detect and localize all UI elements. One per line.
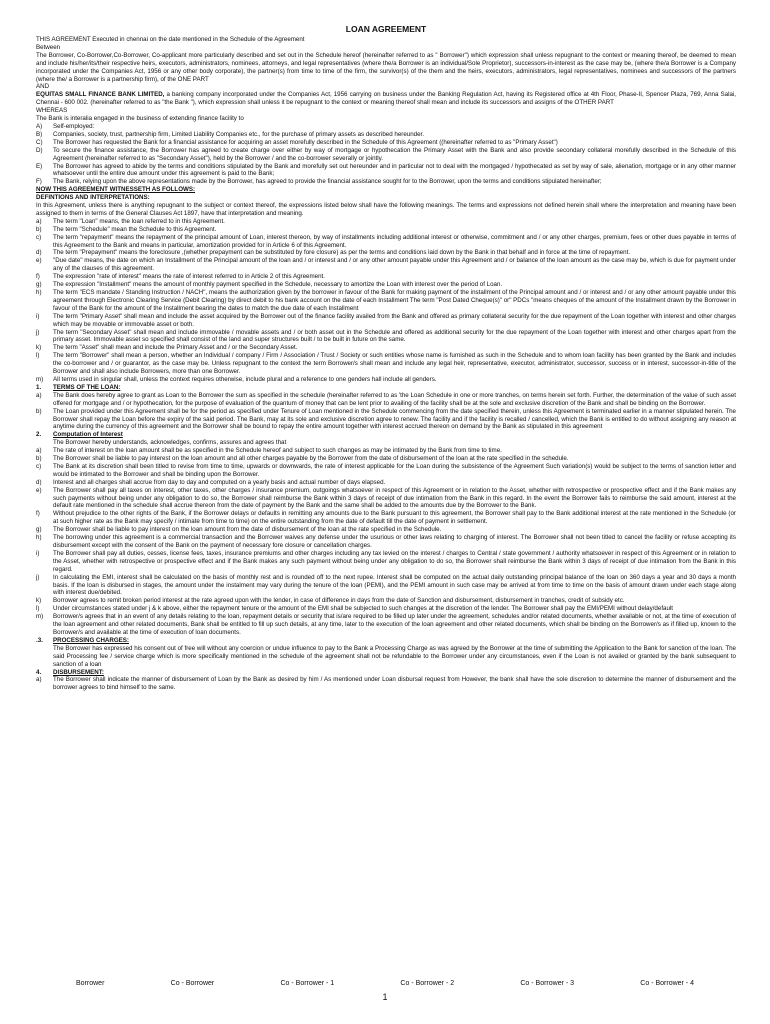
item-text: The Loan provided under this Agreement shall be for the period as specified under Tenure of Loan mentioned in the Schedule commencing from the date specified therein, unless this Agreement is terminated earlier in a manner stipulated herein. The Borrower shall repay the Loan before the expiry of the said period. The Bank, may at its sole and exclusive discretion agree to renew. The facility and if the facility is recalled / cancelled, which the Bank is entitled to do without assigning any reason at anytime during the currency of this agreement and the Borrower shall be bound to repay the entire amount together with interest accrued thereon on demand by the Bank as stipulated in this agreement	[53, 407, 736, 431]
item-text: All terms used in singular shall, unless the context requires otherwise, include plural and a reference to one genders hall include all genders.	[53, 375, 437, 383]
item-text: The Borrower shall be liable to pay interest on the loan amount from the date of disbursement of the loan at the rate specified in the Schedule.	[53, 526, 442, 534]
item-label: g)	[36, 281, 42, 289]
item-text: To secure the finance assistance, the Borrower has agreed to create charge over either by way of mortgage or hypothecation the Primary Asset with the Bank and also provide secondary collateral morefully described in the Schedule of this Agreement (hereinafter referred to as "Secondary Asset"), held by the Borrower / and the co-borrower severally or jointly.	[53, 146, 736, 162]
item-label: g)	[36, 526, 42, 534]
recitals-list	[36, 123, 736, 186]
item-label: i)	[36, 549, 40, 557]
item-label: j)	[36, 573, 40, 581]
section-number: 4.	[36, 668, 42, 676]
section-1-list	[36, 392, 736, 432]
list-item	[36, 139, 736, 147]
item-label: C)	[36, 138, 43, 146]
item-label: m)	[36, 375, 44, 383]
item-label: h)	[36, 289, 42, 296]
item-label: m)	[36, 613, 44, 621]
section-3-text: The Borrower has expressed his consent out of free will without any coercion or undue influence to pay to the Bank a Processing Charge as was agreed by the Borrower at the time of submitting the Application to the Bank for sanction of the loan. The said Processing fee / service charge which is more specifically mentioned in the schedule of the agreement shall not be refundable to the Borrower under any circumstances, even if the Loan is not availed or granted by the bank subsequent to sanction of a loan	[53, 644, 736, 668]
item-text: The term "Prepayment" means the foreclosure ,(whether prepayment can be substituted by fore closure) as per the terms and conditions laid down by the Bank in that behalf and in force at the time of repayment.	[53, 249, 631, 257]
signatory-label: Co - Borrower - 3	[520, 980, 575, 987]
item-label: e)	[36, 486, 42, 494]
item-text: The borrowing under this agreement is a commercial transaction and the Borrower waives any defense under the usurious or other laws relating to charging of interest. The Borrower shall not been titled to cancel the facility or refuse accepting its disbursement except with the consent of the Bank on the payment of necessary fore closure or cancellation charges.	[53, 534, 736, 549]
item-text: The Bank, relying upon the above representations made by the Borrower, has agreed to provide the financial assistance sought for to the Borrower, upon the terms and conditions stipulated hereinafter;	[53, 178, 602, 186]
bank-description: a banking company incorporated under the Companies Act, 1956 carrying on business under the Banking Regulation Act, having its Registered office at 4th Floor, Phase-II, Spencer Plaza, 769, Anna Salai, Chennai - 600 002. (hereinafter referred to as "the Bank "), which expression shall unless it be repugnant to the context or meaning thereof shall mean and include its successors and assigns of the OTHER PART	[36, 91, 736, 107]
list-item	[36, 313, 736, 329]
list-item	[36, 376, 736, 384]
list-item	[36, 352, 736, 376]
item-text: The term "Schedule" mean the Schedule to this Agreement.	[53, 225, 217, 233]
item-text: The Borrower shall be liable to pay interest on the loan amount and all other charges payable by the Borrower from the date of disbursement of the loan at the rate specified in the schedule.	[53, 455, 569, 463]
page-number: 1	[382, 992, 388, 1002]
whereas-intro: The Bank is interalia engaged in the business of extending finance facility to	[36, 115, 244, 123]
item-label: a)	[36, 447, 42, 455]
item-label: d)	[36, 249, 42, 257]
item-label: l)	[36, 605, 40, 613]
item-label: F)	[36, 178, 42, 186]
list-item	[36, 510, 736, 526]
list-item	[36, 163, 736, 179]
item-text: The Borrower shall pay all duties, cesses, license fees, taxes, insurance premiums and other charges including any tax levied on the interest / charges to Central / state government / authority whatsoever in respect of this Agreement or in relation to the Asset, whether with retrospective or prospective effect and if the Bank makes any such payment without being under any obligation to do so, the Borrower shall reimburse the Bank within 3 days of receipt of due intimation from the Bank in this regard.	[53, 549, 736, 573]
list-item	[36, 273, 736, 281]
list-item	[36, 534, 736, 550]
section-number: 1.	[36, 383, 42, 391]
section-4-heading	[36, 669, 736, 677]
item-label: c)	[36, 462, 42, 470]
item-label: j)	[36, 328, 40, 336]
item-label: c)	[36, 233, 42, 241]
list-item	[36, 344, 736, 352]
section-title: PROCESSING CHARGES:	[53, 636, 129, 644]
signatory-label: Co - Borrower - 2	[400, 980, 455, 987]
bank-name: EQUITAS SMALL FINANCE BANK LIMITED,	[36, 91, 165, 99]
list-item	[36, 234, 736, 250]
list-item	[36, 329, 736, 345]
borrower-paragraph: The Borrower, Co-Borrower,Co-Borrower, Co-applicant more particularly described and set out in the Schedule hereof (hereinafter referred to as " Borrower") which expression shall unless repugnant to the context or meaning thereof, be deemed to mean and include his/her/its/their respective heirs, executors, administrators, nominees, attorneys, and legal representatives (where the/a Borrower is an individual/Sole Proprietor), successors-in-interest as the case may be, (where the/a Borrower is a Company incorporated under the Companies Act, 1956 or any other body corporate), the partner(s) from time to time of the firm, the survivor(s) of the them and the heirs, executors, administrators, legal representatives, nominees and successors of the partners (where the/ a Borrower is a partnership firm), of the ONE PART	[36, 51, 736, 83]
list-item	[36, 447, 736, 455]
signature-row	[40, 980, 730, 987]
definitions-heading: DEFINTIONS AND INTERPRETATIONS:	[36, 194, 150, 202]
list-item	[36, 455, 736, 463]
item-text: Borrower agrees to remit broken period interest at the rate agreed upon with the lender, in case of difference in days from the date of Sanction and disbursement, disbursement in tranches, credit of subsidy etc.	[53, 597, 625, 605]
list-item	[36, 574, 736, 598]
section-1-heading	[36, 384, 736, 392]
item-text: The Borrower has requested the Bank for a financial assistance for acquiring an asset morefully described in the Schedule of this Agreement ((hereinafter referred to as "Primary Asset")	[53, 138, 558, 146]
whereas-heading: WHEREAS	[36, 107, 68, 115]
list-item	[36, 613, 736, 637]
item-label: b)	[36, 407, 42, 415]
section-title: Computation of Interest	[53, 431, 123, 439]
item-label: E)	[36, 162, 43, 170]
list-item	[36, 676, 736, 692]
list-item	[36, 218, 736, 226]
item-label: i)	[36, 312, 40, 320]
section-intro-text: The Borrower hereby understands, acknowledges, confirms, assures and agrees that	[53, 439, 287, 447]
section-4-list	[36, 676, 736, 692]
signatory-label: Co - Borrower	[170, 980, 215, 987]
item-text: The expression "Installment" means the amount of monthly payment specified in the Schedule, necessary to amortize the Loan with interest over the period of Loan.	[53, 281, 503, 289]
item-text: The term "Primary Asset" shall mean and include the asset acquired by the Borrower out of the finance facility availed from the Bank and offered as primary collateral security for the due repayment of the Loan together with interest and other charges which may be movable or immovable asset or both.	[53, 312, 736, 328]
item-text: "Due date" means, the date on which an Installment of the Principal amount of the loan and / or interest and / or any other amount payable under this Agreement and / or balance of the loan amount as the case may be, which is due for payment under any of the clauses of this agreement.	[53, 257, 736, 273]
item-text: In calculating the EMI, interest shall be calculated on the basis of monthly rest and is rounded off to the next rupee. Interest shall be computed on the actual daily outstanding principal balance of the loan on 360 days a year and 30 days a month basis. If the loan is disbursed in stages, the amount under the instalment may vary during the tenure of the loan (PEMI), and the PEMI amount in such case may be arrived at from time to time on the basis of amount drawn under each stage along with interest due/debited.	[53, 573, 736, 597]
item-text: Companies, society, trust, partnership firm, Limited Liability Companies etc., for the purchase of primary assets as described hereunder.	[53, 130, 424, 138]
item-text: The term "Loan" means, the loan referred to in this Agreement.	[53, 217, 225, 225]
section-2-list	[36, 447, 736, 637]
bank-paragraph	[36, 91, 736, 107]
list-item	[36, 226, 736, 234]
item-text: Self-employed:	[53, 122, 95, 130]
list-item	[36, 487, 736, 511]
item-label: a)	[36, 391, 42, 399]
signatory-label: Co - Borrower - 4	[640, 980, 694, 987]
section-number: 2.	[36, 431, 42, 439]
between-line: Between	[36, 43, 61, 51]
item-text: The term "Borrower" shall mean a person, whether an Individual / company / Firm / Association / Trust / Society or such entities whose name is furnished as such in the Schedule and to whom loan facility has been granted by the Bank and includes the co-borrower and / or guarantor, as the case may be. Unless repugnant to the context the term Borrower/s shall mean and include any legal heir, representative, executor, administrator, successor, success or in interest, successor-in-title of the Borrower and shall also include Borrowers, more than one Borrower.	[53, 352, 736, 376]
item-text: The Borrower shall pay all taxes on interest, other taxes, other charges / insurance premium, outgoings whatsoever in respect of this Agreement or in relation to the Asset, whether with retrospective or prospective effect and if the Bank makes any such payments without being under any obligation to do so, the Borrower shall reimburse the Bank within 3 days of receipt of due intimation from the Bank in this regard. In the event the Borrower fails to reimburse the said amount, interest at the default rate mentioned in the schedule shall accrue thereon from the date of payment by the Bank and the same shall be added to the amounts due by the Borrower to the Bank.	[53, 486, 736, 510]
item-label: b)	[36, 455, 42, 463]
item-text: The term "repayment" means the repayment of the principal amount of Loan, interest thereon, by way of installments including additional interest or otherwise, commitment and / or any other charges, premium, fees or other dues payable in terms of this Agreement to the Bank and means in particular, amortization provided for in Article 6 of this Agreement.	[53, 233, 736, 249]
item-text: Under circumstances stated under j & k above, either the repayment tenure or the amount of the EMI shall be subjected to such changes at the discretion of the lender. The Borrower shall pay the EMI/PEMI without delay/default	[53, 605, 674, 613]
item-text: The term "Asset" shall mean and include the Primary Asset and / or the Secondary Asset.	[53, 344, 298, 352]
section-title: DISBURSEMENT:	[53, 668, 104, 676]
list-item	[36, 178, 736, 186]
item-label: e)	[36, 257, 42, 265]
item-label: f)	[36, 510, 40, 518]
item-text: The term "ECS mandate / Standing Instruction / NACH", means the authorization given by the borrower in favour of the Bank for making payment of the installment of the Principal amount and / or interest and / or any other amount payable under this agreement through Electronic Clearing Service (Debit Clearing) by direct debit to his bank account on the date of each Installment The term "Post Dated Cheque(s)" or" PDCs "means cheques of the amount of the Installment drawn by the Borrower in favour of the Bank for the amount of the Installment bearing the dates to match the due date of each Installment	[53, 289, 736, 312]
list-item	[36, 281, 736, 289]
item-label: A)	[36, 122, 43, 130]
item-text: Borrower/s agrees that in an event of any details relating to the loan, repayment details or security that is/are required to be filled up later under the agreement, schedules and/or related documents, whether available or not, at the time of execution of the loan agreement and other related documents, Bank shall be entitled to fill up such details, at any time, later to the execution of the loan agreement and other related documents, which shall be binding on the Borrower/s as if filled up, known to the Borrower/s and available at the time of execution of loan documents.	[53, 613, 736, 636]
list-item	[36, 550, 736, 574]
list-item	[36, 463, 736, 479]
definitions-list	[36, 218, 736, 384]
list-item	[36, 123, 736, 131]
item-label: a)	[36, 217, 42, 225]
list-item	[36, 147, 736, 163]
witnesseth-heading: NOW THIS AGREEMENT WITNESSETH AS FOLLOWS:	[36, 186, 196, 194]
and-line: AND	[36, 83, 50, 91]
list-item	[36, 479, 736, 487]
section-3-heading	[36, 637, 736, 645]
list-item	[36, 289, 736, 313]
item-text: Interest and all charges shall accrue from day to day and computed on a yearly basis and actual number of days elapsed.	[53, 478, 386, 486]
item-text: The Borrower has agreed to abide by the terms and conditions stipulated by the Bank and morefully set out hereunder and in particular not to deal with the mortgaged / hypothecated as set by way of sale, alienation, mortgage or in any other manner whatsoever until the entire due amount under this agreement is paid to the Bank;	[53, 162, 736, 178]
list-item	[36, 597, 736, 605]
list-item	[36, 257, 736, 273]
item-label: a)	[36, 676, 42, 684]
document-title: LOAN AGREEMENT	[345, 24, 427, 34]
signatory-label: Co - Borrower - 1	[280, 980, 335, 987]
item-label: k)	[36, 597, 42, 605]
list-item	[36, 408, 736, 432]
list-item	[36, 392, 736, 408]
item-label: b)	[36, 225, 42, 233]
list-item	[36, 249, 736, 257]
item-text: The Bank at its discretion shall been titled to revise from time to time, upwards or downwards, the rate of interest applicable for the Loan during the subsistence of the Agreement Such variation(s) would be subject to the terms of sanction letter and would be intimated to the Borrower and shall be binding upon the Borrower.	[53, 462, 736, 478]
intro-line: THIS AGREEMENT Executed in chennai on the date mentioned in the Schedule of the Agreement	[36, 36, 305, 43]
section-number: .3.	[36, 636, 43, 644]
section-2-heading	[36, 431, 736, 439]
document-page	[36, 24, 736, 692]
list-item	[36, 526, 736, 534]
section-3-body	[36, 645, 736, 669]
item-text: The Borrower shall indicate the manner of disbursement of Loan by the Bank as desired by him / As mentioned under Loan disbursal request from However, the bank shall have the sole discretion to determine the manner of disbursement and the borrower agrees to bind himself to the same.	[53, 676, 736, 692]
section-title: TERMS OF THE LOAN:	[53, 383, 121, 391]
item-text: The rate of interest on the loan amount shall be as specified in the Schedule hereof and subject to such changes as may be intimated by the Bank from time to time.	[53, 447, 502, 455]
section-2-intro	[36, 439, 736, 447]
definitions-intro: In this Agreement, unless there is anything repugnant to the subject or context thereof, the expressions listed below shall have the following meanings. The terms and expressions not defined herein shall where the interpretation and meaning have been assigned to them in terms of the General Clauses Act 1897, have that interpretation and meaning.	[36, 202, 736, 217]
item-label: l)	[36, 352, 40, 360]
signatory-label: Borrower	[76, 980, 105, 987]
item-text: The expression "rate of interest" means the rate of interest referred to in Article 2 of this Agreement.	[53, 273, 325, 281]
item-label: D)	[36, 146, 43, 154]
item-text: Without prejudice to the other rights of the Bank, if the Borrower delays or defaults in remitting any amounts due to the Bank pursuant to this agreement, the Borrower shall pay to the Bank additional interest at the rate mentioned in the Schedule (or at such higher rate as the Bank may specify / intimate from time to time) on the entire outstanding from the date of default till the date of payment in settlement.	[53, 510, 736, 526]
item-text: The term "Secondary Asset" shall mean and include immovable / movable assets and / or both asset out in the Schedule and offered as additional security for the due repayment of the Loan together with interest and other charges apart from the primary asset. Immovable asset so specified shall consist of the land and super structures built / to be built in future on the same.	[53, 328, 736, 344]
item-label: k)	[36, 344, 42, 352]
list-item	[36, 131, 736, 139]
list-item	[36, 605, 736, 613]
item-label: B)	[36, 130, 43, 138]
item-label: d)	[36, 478, 42, 486]
item-label: h)	[36, 534, 42, 542]
item-label: f)	[36, 273, 40, 281]
item-text: The Bank does hereby agree to grant as Loan to the Borrower the sum as specified in the schedule (hereinafter referred to as 'the Loan Schedule in one or more tranches, on terms herein set forth. Further, the determination of the value of such asset offered for mortgage and / or hypothecation, for the purpose of evaluation of the quantum of money that can be lent prior to availing of the facility shall be at the sole and exclusive discretion of the Bank and shall be binding on the Borrower.	[53, 391, 736, 407]
